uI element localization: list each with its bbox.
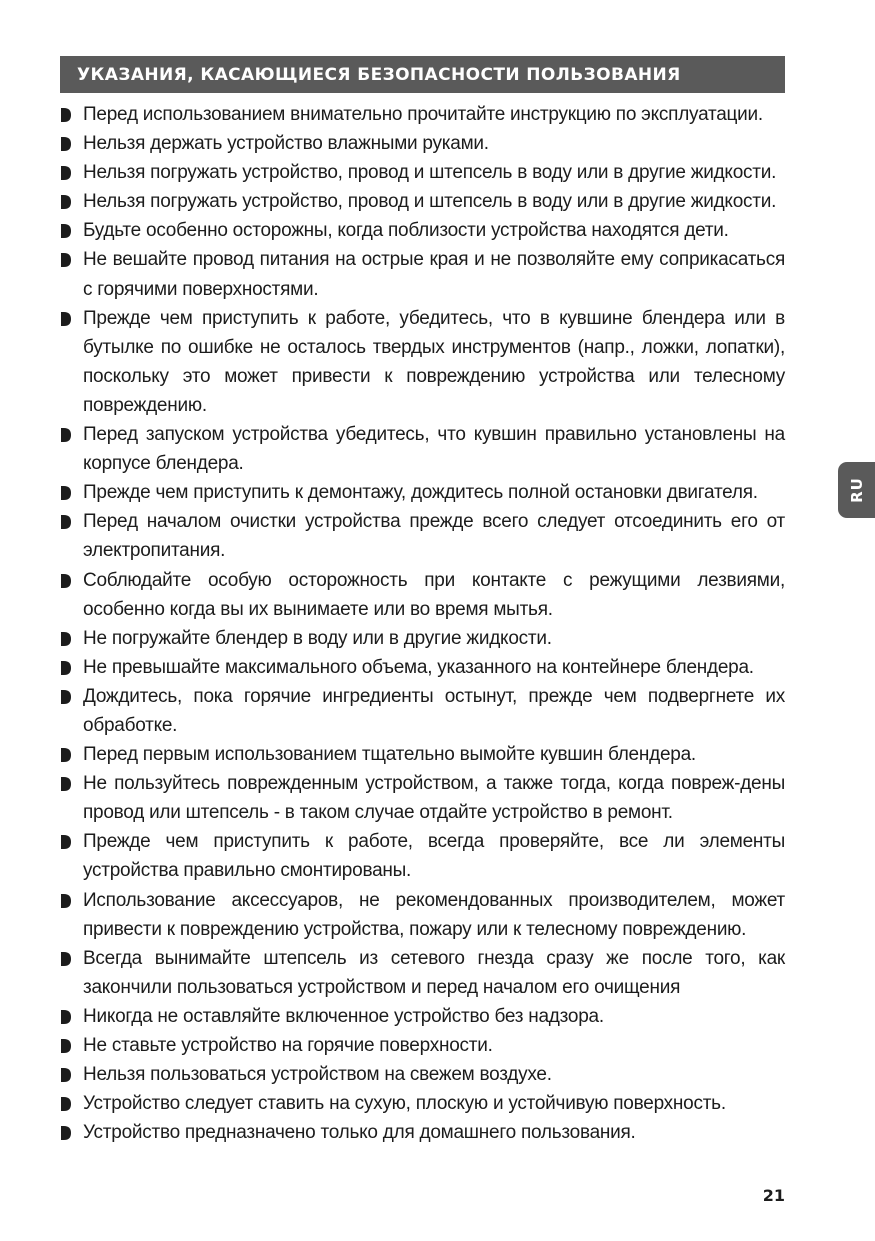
rule-text: Всегда вынимайте штепсель из сетевого гнезда сразу же после того, как закончили пользоваться устройством и перед началом его очищения	[83, 947, 785, 998]
rule-item	[60, 100, 785, 129]
rule-text: Не погружайте блендер в воду или в другие жидкости.	[83, 627, 552, 649]
bullet-icon	[61, 1010, 71, 1024]
rule-item	[60, 1002, 785, 1031]
rule-item	[60, 886, 785, 944]
bullet-icon	[61, 253, 71, 267]
bullet-icon	[61, 1126, 71, 1140]
rule-item	[60, 420, 785, 478]
rule-text: Соблюдайте особую осторожность при контакте с режущими лезвиями, особенно когда вы их вынимаете или во время мытья.	[83, 569, 785, 620]
rule-item	[60, 624, 785, 653]
rule-text: Никогда не оставляйте включенное устройство без надзора.	[83, 1005, 604, 1027]
rule-text: Прежде чем приступить к работе, всегда проверяйте, все ли элементы устройства правильно смонтированы.	[83, 831, 785, 882]
rule-text: Перед первым использованием тщательно вымойте кувшин блендера.	[83, 744, 696, 766]
rule-text: Прежде чем приступить к демонтажу, дождитесь полной остановки двигателя.	[83, 482, 758, 504]
rule-text: Устройство следует ставить на сухую, плоскую и устойчивую поверхность.	[83, 1093, 726, 1115]
rule-text: Использование аксессуаров, не рекомендованных производителем, может привести к повреждению устройства, пожару или к телесному повреждению.	[83, 889, 785, 940]
rule-text: Нельзя погружать устройство, провод и штепсель в воду или в другие жидкости.	[83, 191, 777, 213]
bullet-icon	[61, 690, 71, 704]
rule-text: Нельзя пользоваться устройством на свежем воздухе.	[83, 1064, 552, 1086]
rule-text: Не ставьте устройство на горячие поверхности.	[83, 1035, 493, 1056]
rule-text: Не превышайте максимального объема, указанного на контейнере блендера.	[83, 656, 754, 678]
page-number: 21	[762, 1186, 785, 1205]
bullet-icon	[61, 486, 71, 500]
bullet-icon	[61, 515, 71, 529]
rule-item	[60, 682, 785, 740]
rule-text: Нельзя погружать устройство, провод и штепсель в воду или в другие жидкости.	[83, 162, 777, 184]
rule-item	[60, 1060, 785, 1089]
language-label: RU	[847, 477, 866, 503]
bullet-icon	[61, 108, 71, 122]
rule-item	[60, 827, 785, 885]
bullet-icon	[61, 1068, 71, 1082]
rule-item	[60, 566, 785, 624]
bullet-icon	[61, 224, 71, 238]
section-header-bar	[60, 56, 785, 93]
bullet-icon	[61, 632, 71, 646]
bullet-icon	[61, 894, 71, 908]
rule-text: Устройство предназначено только для домашнего пользования.	[83, 1122, 636, 1144]
rule-item	[60, 158, 785, 187]
bullet-icon	[61, 137, 71, 151]
rule-text: Будьте особенно осторожны, когда поблизости устройства находятся дети.	[83, 220, 729, 242]
bullet-icon	[61, 1039, 71, 1053]
rule-item	[60, 507, 785, 565]
rule-item	[60, 129, 785, 158]
rule-item	[60, 1118, 785, 1147]
rule-item	[60, 653, 785, 682]
rule-item	[60, 740, 785, 769]
bullet-icon	[61, 428, 71, 442]
rule-text: Перед началом очистки устройства прежде всего следует отсоединить его от электропитания.	[83, 511, 785, 562]
rule-text: Не вешайте провод питания на острые края и не позволяйте ему соприкасаться с горячими поверхностями.	[83, 249, 785, 300]
bullet-icon	[61, 195, 71, 209]
bullet-icon	[61, 661, 71, 675]
bullet-icon	[61, 574, 71, 588]
rule-item	[60, 478, 785, 507]
language-tab	[838, 462, 875, 518]
bullet-icon	[61, 952, 71, 966]
rule-item	[60, 944, 785, 1002]
rule-item	[60, 769, 785, 827]
bullet-icon	[61, 166, 71, 180]
bullet-icon	[61, 748, 71, 762]
rule-text: Перед запуском устройства убедитесь, что кувшин правильно установлены на корпусе блендера.	[83, 424, 785, 475]
bullet-icon	[61, 835, 71, 849]
rule-text: Перед использованием внимательно прочитайте инструкцию по эксплуатации.	[83, 104, 763, 125]
rule-item	[60, 245, 785, 303]
bullet-icon	[61, 312, 71, 326]
rule-text: Прежде чем приступить к работе, убедитесь, что в кувшине блендера или в бутылке по ошибке не осталось твердых инструментов (напр., ложки, лопатки), поскольку это может привести к повреждению устройства или телесному повреждению.	[83, 307, 785, 416]
rule-item	[60, 187, 785, 216]
safety-rules-list	[60, 100, 785, 1147]
bullet-icon	[61, 1097, 71, 1111]
rule-item	[60, 1031, 785, 1060]
section-title: УКАЗАНИЯ, КАСАЮЩИЕСЯ БЕЗОПАСНОСТИ ПОЛЬЗОВАНИЯ	[77, 64, 681, 85]
rule-item	[60, 1089, 785, 1118]
rule-text: Не пользуйтесь поврежденным устройством, а также тогда, когда повреж-дены провод или штепсель - в таком случае отдайте устройство в ремонт.	[83, 773, 785, 824]
rule-text: Нельзя держать устройство влажными руками.	[83, 133, 489, 155]
bullet-icon	[61, 777, 71, 791]
rule-item	[60, 304, 785, 420]
rule-item	[60, 216, 785, 245]
rule-text: Дождитесь, пока горячие ингредиенты остынут, прежде чем подвергнете их обработке.	[83, 685, 785, 736]
